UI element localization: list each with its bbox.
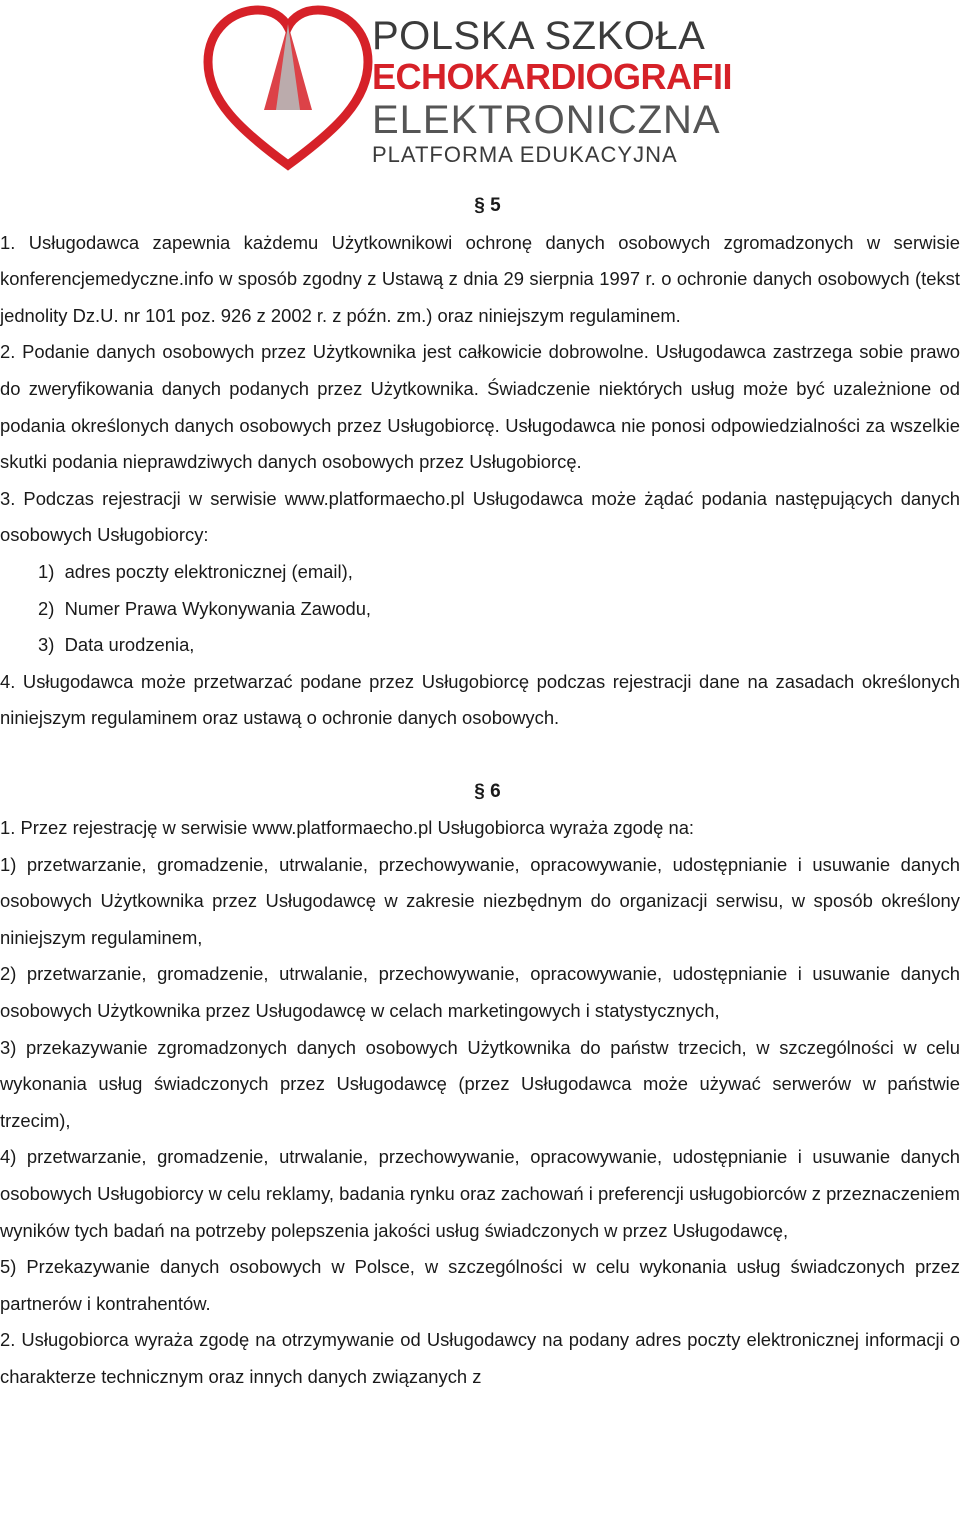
section-5-heading: § 5 — [474, 195, 501, 216]
s6-item-4: 4) przetwarzanie, gromadzenie, utrwalanie, przechowywanie, opracowywanie, udostępnianie i usuwanie danych osobowych Usługobiorcy w celu reklamy, badania rynku oraz zachowań i preferencji usługobiorców z przeznaczeniem wyników tych badań na potrzeby polepszenia jakości usług świadczonych w przez Usługodawcę, — [0, 1146, 960, 1241]
s5-list-item: 3) Data urodzenia, — [38, 634, 195, 656]
s6-item-1: 1) przetwarzanie, gromadzenie, utrwalanie, przechowywanie, opracowywanie, udostępnianie i usuwanie danych osobowych Użytkownika przez Usługodawcę w zakresie niezbędnym do organizacji serwisu, w sposób określony niniejszym regulaminem, — [0, 853, 960, 948]
s6-item-2: 2) przetwarzanie, gromadzenie, utrwalanie, przechowywanie, opracowywanie, udostępnianie i usuwanie danych osobowych Użytkownika przez Usługodawcę w celach marketingowych i statystycznych, — [0, 963, 960, 1022]
logo-line-2: ECHOKARDIOGRAFII — [372, 56, 732, 97]
s6-paragraph-1: 1. Przez rejestrację w serwisie www.platformaecho.pl Usługobiorca wyraża zgodę na: — [0, 817, 695, 839]
s5-list-item: 1) adres poczty elektronicznej (email), — [38, 560, 353, 582]
spacer — [0, 737, 960, 774]
s5-paragraph-3: 3. Podczas rejestracji w serwisie www.platformaecho.pl Usługodawca może żądać podania następujących danych osobowych Usługobiorcy: — [0, 487, 960, 546]
logo — [200, 0, 732, 175]
s5-list-item: 2) Numer Prawa Wykonywania Zawodu, — [38, 597, 372, 619]
document-body — [0, 188, 960, 1396]
s5-paragraph-4: 4. Usługodawca może przetwarzać podane przez Usługobiorcę podczas rejestracji dane na zasadach określonych niniejszym regulaminem oraz ustawą o ochronie danych osobowych. — [0, 670, 960, 729]
s5-paragraph-2: 2. Podanie danych osobowych przez Użytkownika jest całkowicie dobrowolne. Usługodawca zastrzega sobie prawo do zweryfikowania danych podanych przez Użytkownika. Świadczenie niektórych usług może być uzależnione od podania określonych danych osobowych przez Usługobiorcę. Usługodawca nie ponosi odpowiedzialności za wszelkie skutki podania nieprawdziwych danych osobowych przez Usługobiorcę. — [0, 341, 960, 473]
s6-item-3: 3) przekazywanie zgromadzonych danych osobowych Użytkownika do państw trzecich, w szczególności w celu wykonania usług świadczonych przez Usługodawcę (przez Usługodawca może używać serwerów w państwie trzecim), — [0, 1036, 960, 1131]
s5-paragraph-1: 1. Usługodawca zapewnia każdemu Użytkownikowi ochronę danych osobowych zgromadzonych w serwisie konferencjemedyczne.info w sposób zgodny z Ustawą z dnia 29 sierpnia 1997 r. o ochronie danych osobowych (tekst jednolity Dz.U. nr 101 poz. 926 z 2002 r. z późn. zm.) oraz niniejszym regulaminem. — [0, 231, 960, 326]
s6-paragraph-2: 2. Usługobiorca wyraża zgodę na otrzymywanie od Usługodawcy na podany adres poczty elektronicznej informacji o charakterze technicznym oraz innych danych związanych z — [0, 1329, 960, 1387]
logo-line-4: PLATFORMA EDUKACYJNA — [372, 142, 678, 167]
s6-item-5: 5) Przekazywanie danych osobowych w Polsce, w szczególności w celu wykonania usług świadczonych przez partnerów i kontrahentów. — [0, 1256, 960, 1314]
section-6-heading: § 6 — [474, 780, 501, 802]
logo-line-3: ELEKTRONICZNA — [372, 98, 721, 142]
heart-logo-icon — [200, 0, 375, 175]
logo-line-1: POLSKA SZKOŁA — [372, 14, 706, 58]
